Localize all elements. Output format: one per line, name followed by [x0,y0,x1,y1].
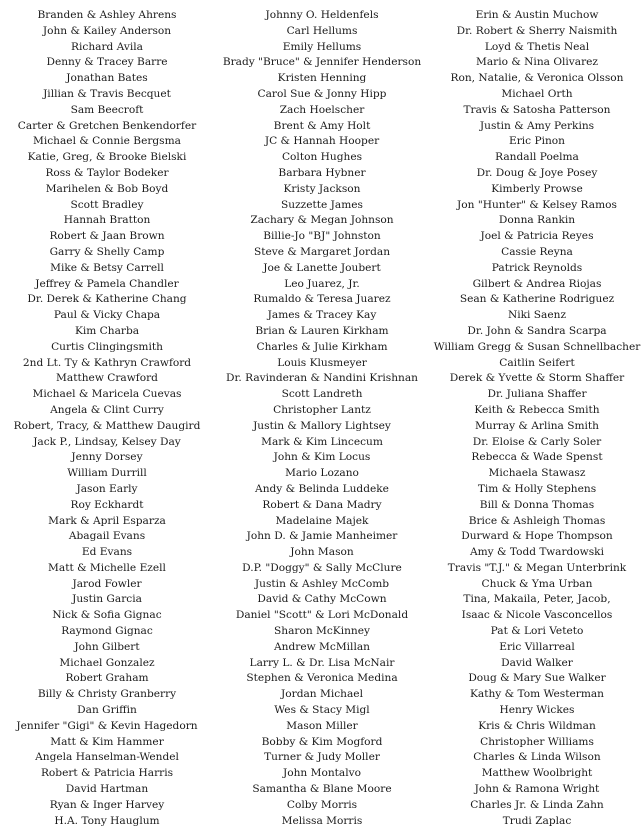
name-entry: 2nd Lt. Ty & Kathryn Crawford [22,356,192,369]
name-entry: John & Kailey Anderson [42,24,172,37]
name-entry: David Hartman [65,783,149,796]
name-entry: Ryan & Inger Harvey [49,798,165,811]
name-entry: Christopher Williams [480,735,594,748]
name-entry: Colby Morris [286,798,358,811]
name-entry: Larry L. & Dr. Lisa McNair [249,656,395,669]
name-entry: Dan Griffin [77,704,137,717]
name-entry: Charles Jr. & Linda Zahn [470,798,604,811]
name-entry: Richard Avila [71,40,143,53]
name-entry: Isaac & Nicole Vasconcellos [461,609,613,622]
name-entry: Mario Lozano [285,467,359,480]
name-entry: Gilbert & Andrea Riojas [472,277,602,290]
name-entry: Jon "Hunter" & Kelsey Ramos [457,198,617,211]
name-entry: Chuck & Yma Urban [481,577,593,590]
name-entry: Turner & Judy Moller [264,751,380,764]
name-entry: Eric Villarreal [499,640,575,653]
name-entry: Joel & Patricia Reyes [480,230,594,243]
name-entry: Dr. Derek & Katherine Chang [27,293,187,306]
name-entry: Pat & Lori Veteto [490,625,584,638]
name-entry: Michael Gonzalez [59,656,155,669]
name-entry: Wes & Stacy Migl [274,704,370,717]
name-entry: Justin & Mallory Lightsey [253,419,391,432]
name-entry: William Gregg & Susan Schnellbacher [433,340,641,353]
name-entry: Mark & Kim Lincecum [261,435,383,448]
name-entry: Brady "Bruce" & Jennifer Henderson [222,56,422,69]
name-entry: Curtis Clingingsmith [51,340,163,353]
name-entry: Kimberly Prowse [491,182,583,195]
name-entry: James & Tracey Kay [267,309,377,322]
name-entry: Jarod Fowler [72,577,142,590]
name-entry: Robert Graham [65,672,149,685]
name-entry: Tina, Makaila, Peter, Jacob, [463,593,611,606]
name-entry: Michaela Stawasz [488,467,586,480]
name-entry: Mario & Nina Olivarez [476,56,598,69]
name-entry: Roy Eckhardt [70,498,144,511]
name-entry: Matthew Woolbright [481,767,593,780]
name-entry: Niki Saenz [507,309,567,322]
name-column-1 [0,8,214,829]
name-entry: Trudi Zaplac [502,814,572,827]
name-entry: Ron, Natalie, & Veronica Olsson [450,72,624,85]
name-entry: Henry Wickes [499,704,575,717]
name-entry: Brian & Lauren Kirkham [255,324,389,337]
name-entry: Brice & Ashleigh Thomas [468,514,606,527]
name-entry: Leo Juarez, Jr. [284,277,360,290]
name-column-3 [430,8,644,829]
name-entry: Mike & Betsy Carrell [50,261,164,274]
name-entry: Billy & Christy Granberry [37,688,177,701]
name-entry: Patrick Reynolds [491,261,583,274]
name-entry: JC & Hannah Hooper [264,135,380,148]
name-entry: Kristen Henning [277,72,367,85]
name-entry: Robert & Jaan Brown [49,230,165,243]
name-entry: John Mason [290,546,354,559]
name-entry: Derek & Yvette & Storm Shaffer [449,372,625,385]
name-entry: Matthew Crawford [56,372,158,385]
name-entry: Branden & Ashley Ahrens [37,9,177,21]
name-entry: Johnny O. Heldenfels [265,9,379,21]
name-entry: Billie-Jo "BJ" Johnston [263,230,381,243]
name-entry: Matt & Michelle Ezell [48,561,166,574]
name-entry: Sean & Katherine Rodriguez [459,293,615,306]
name-entry: Michael & Maricela Cuevas [32,388,182,401]
name-entry: Justin & Ashley McComb [254,577,390,590]
name-entry: Kris & Chris Wildman [478,719,596,732]
name-entry: Jack P., Lindsay, Kelsey Day [33,435,181,448]
name-entry: Donna Rankin [498,214,576,227]
name-entry: Travis "T.J." & Megan Unterbrink [447,561,627,574]
name-entry: John & Kim Locus [273,451,371,464]
name-entry: David & Cathy McCown [257,593,387,606]
name-entry: Barbara Hybner [278,166,366,179]
name-entry: Nick & Sofia Gignac [52,609,162,622]
name-entry: Carl Hellums [286,24,358,37]
name-entry: Jillian & Travis Becquet [43,87,171,100]
name-entry: Durward & Hope Thompson [461,530,613,543]
name-entry: Christopher Lantz [273,403,371,416]
name-entry: Jennifer "Gigi" & Kevin Hagedorn [16,719,198,732]
name-entry: Louis Klusmeyer [277,356,367,369]
name-entry: Michael & Connie Bergsma [33,135,181,148]
name-entry: Angela & Clint Curry [50,403,164,416]
name-entry: David Walker [501,656,573,669]
name-entry: H.A. Tony Hauglum [54,814,160,827]
name-entry: D.P. "Doggy" & Sally McClure [242,561,402,574]
name-entry: Katie, Greg, & Brooke Bielski [27,151,187,164]
name-entry: Hannah Bratton [63,214,151,227]
name-entry: Erin & Austin Muchow [475,9,599,21]
name-entry: Kristy Jackson [283,182,361,195]
name-entry: Kim Charba [74,324,140,337]
name-entry: Dr. Eloise & Carly Soler [472,435,602,448]
name-entry: Jenny Dorsey [71,451,143,464]
name-entry: Denny & Tracey Barre [46,56,168,69]
name-entry: John D. & Jamie Manheimer [246,530,398,543]
name-entry: Zachary & Megan Johnson [250,214,394,227]
name-entry: Justin Garcia [72,593,142,606]
name-entry: Raymond Gignac [61,625,153,638]
name-entry: Joe & Lanette Joubert [263,261,381,274]
name-entry: Scott Landreth [281,388,363,401]
name-entry: Keith & Rebecca Smith [474,403,600,416]
name-entry: Zach Hoelscher [279,103,365,116]
name-entry: Abagail Evans [68,530,146,543]
name-entry: Dr. Ravinderan & Nandini Krishnan [225,372,419,385]
name-entry: Mason Miller [286,719,358,732]
name-entry: Bobby & Kim Mogford [261,735,383,748]
name-entry: Mark & April Esparza [48,514,166,527]
name-entry: Andrew McMillan [274,640,370,653]
name-entry: Eric Pinon [508,135,566,148]
name-entry: Madelaine Majek [275,514,369,527]
name-entry: Charles & Julie Kirkham [256,340,388,353]
name-entry: Sharon McKinney [273,625,370,638]
name-entry: Ed Evans [81,546,133,559]
name-entry: Marihelen & Bob Boyd [45,182,169,195]
name-entry: William Durrill [67,467,147,480]
name-entry: Rebecca & Wade Spenst [471,451,603,464]
name-entry: Robert & Patricia Harris [40,767,174,780]
name-entry: Angela Hanselman-Wendel [35,751,179,764]
name-entry: Amy & Todd Twardowski [469,546,604,559]
name-entry: Colton Hughes [281,151,363,164]
name-entry: Jonathan Bates [66,72,148,85]
name-entry: Murray & Arlina Smith [474,419,600,432]
name-entry: Michael Orth [501,87,573,100]
name-entry: Robert, Tracy, & Matthew Daugird [13,419,201,432]
name-entry: Kathy & Tom Westerman [470,688,604,701]
name-entry: Emily Hellums [282,40,362,53]
name-entry: John Montalvo [282,767,361,780]
name-entry: Melissa Morris [281,814,363,827]
name-entry: Brent & Amy Holt [273,119,371,132]
name-entry: Steve & Margaret Jordan [253,245,391,258]
name-entry: Dr. Robert & Sherry Naismith [456,24,618,37]
name-column-2 [215,8,429,829]
name-entry: John Gilbert [74,640,140,653]
name-entry: Scott Bradley [70,198,144,211]
name-entry: Cassie Reyna [501,245,573,258]
name-entry: Samantha & Blane Moore [252,783,392,796]
name-entry: Paul & Vicky Chapa [53,309,161,322]
name-entry: Dr. Juliana Shaffer [487,388,587,401]
name-entry: Carter & Gretchen Benkendorfer [17,119,197,132]
name-entry: Andy & Belinda Luddeke [255,482,389,495]
name-entry: Tim & Holly Stephens [477,482,597,495]
name-entry: Loyd & Thetis Neal [484,40,590,53]
name-entry: Justin & Amy Perkins [479,119,595,132]
name-entry: Bill & Donna Thomas [479,498,595,511]
name-entry: Suzzette James [281,198,363,211]
name-entry: Doug & Mary Sue Walker [468,672,606,685]
name-entry: Jordan Michael [281,688,363,701]
name-entry: Travis & Satosha Patterson [463,103,611,116]
name-entry: Robert & Dana Madry [262,498,382,511]
name-entry: Dr. John & Sandra Scarpa [467,324,607,337]
name-entry: Carol Sue & Jonny Hipp [257,87,387,100]
name-entry: Ross & Taylor Bodeker [45,166,169,179]
name-entry: Caitlin Seifert [499,356,575,369]
name-entry: Jeffrey & Pamela Chandler [35,277,179,290]
name-entry: Matt & Kim Hammer [50,735,164,748]
name-entry: Charles & Linda Wilson [473,751,601,764]
name-entry: Jason Early [76,482,138,495]
name-entry: Rumaldo & Teresa Juarez [253,293,391,306]
name-entry: John & Ramona Wright [474,783,600,796]
name-entry: Daniel "Scott" & Lori McDonald [235,609,409,622]
name-entry: Randall Poelma [495,151,579,164]
name-entry: Sam Beecroft [70,103,144,116]
name-entry: Garry & Shelly Camp [49,245,165,258]
name-entry: Stephen & Veronica Medina [246,672,398,685]
name-entry: Dr. Doug & Joye Posey [476,166,598,179]
